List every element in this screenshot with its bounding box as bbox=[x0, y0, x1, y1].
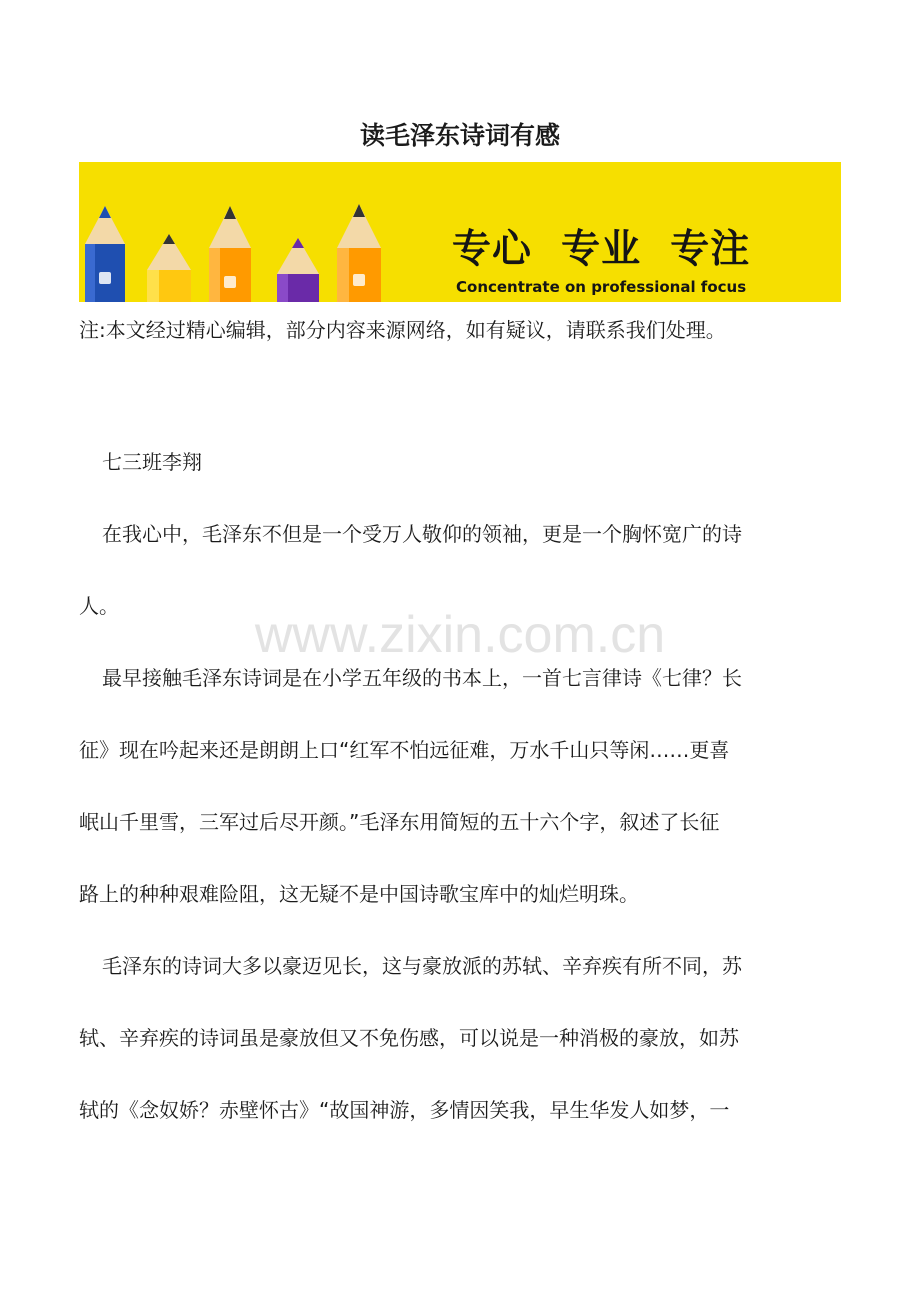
paragraph-line: 征》现在吟起来还是朗朗上口“红军不怕远征难，万水千山只等闲……更喜 bbox=[79, 738, 730, 762]
paragraph-line: 最早接触毛泽东诗词是在小学五年级的书本上，一首七言律诗《七律？长 bbox=[102, 666, 742, 690]
editor-note: 注:本文经过精心编辑，部分内容来源网络，如有疑议，请联系我们处理。 bbox=[79, 318, 726, 342]
paragraph-line: 路上的种种艰难险阻，这无疑不是中国诗歌宝库中的灿烂明珠。 bbox=[79, 882, 639, 906]
purple-pencil-icon bbox=[277, 238, 319, 302]
paragraph-line: 轼的《念奴娇？赤壁怀古》“故国神游，多情因笑我，早生华发人如梦，一 bbox=[79, 1098, 730, 1122]
author-line: 七三班李翔 bbox=[102, 450, 202, 474]
banner-tagline: Concentrate on professional focus bbox=[456, 278, 747, 296]
page-title: 读毛泽东诗词有感 bbox=[359, 121, 560, 150]
orange-pencil-icon bbox=[209, 206, 251, 302]
yellow-pencil-icon bbox=[147, 234, 191, 302]
banner-slogan: 专心 专业 专注 bbox=[452, 227, 751, 272]
paragraph-line: 在我心中，毛泽东不但是一个受万人敬仰的领袖，更是一个胸怀宽广的诗 bbox=[102, 522, 742, 546]
paragraph-line: 人。 bbox=[79, 594, 119, 618]
paragraph-line: 岷山千里雪，三军过后尽开颜。”毛泽东用简短的五十六个字，叙述了长征 bbox=[79, 810, 720, 834]
blue-pencil-icon bbox=[85, 206, 125, 302]
watermark: www.zixin.com.cn bbox=[254, 606, 666, 664]
banner-image bbox=[79, 162, 841, 302]
orange-pencil-2-icon bbox=[337, 204, 381, 302]
paragraph-line: 轼、辛弃疾的诗词虽是豪放但又不免伤感，可以说是一种消极的豪放，如苏 bbox=[79, 1026, 739, 1050]
paragraph-line: 毛泽东的诗词大多以豪迈见长，这与豪放派的苏轼、辛弃疾有所不同，苏 bbox=[102, 954, 742, 978]
